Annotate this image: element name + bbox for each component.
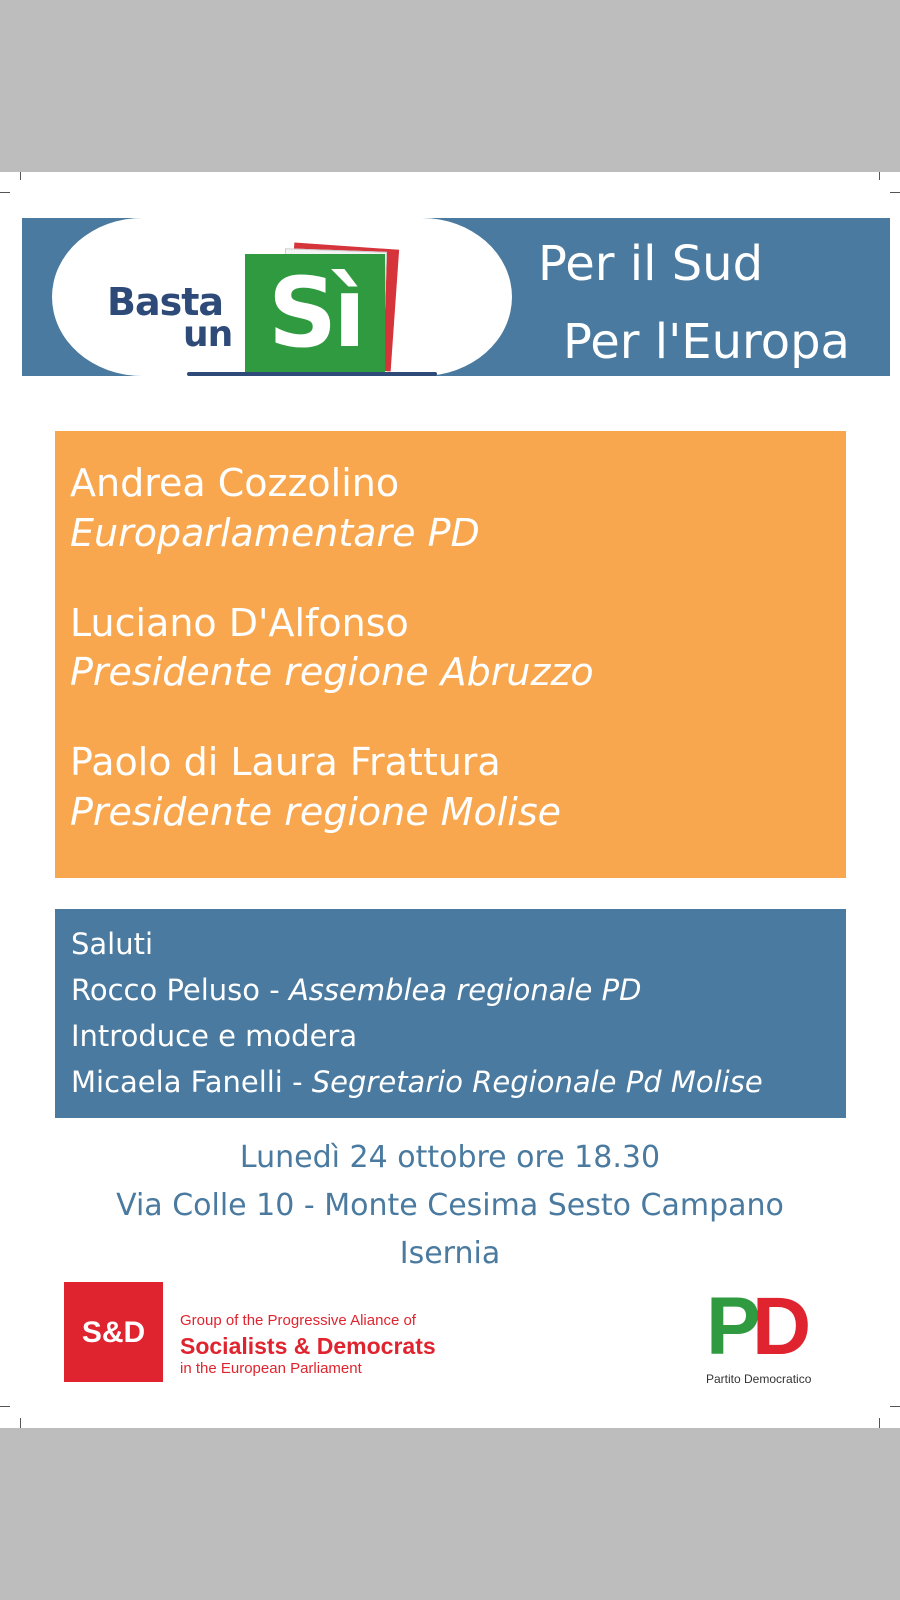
sd-logo-line2: Socialists & Democrats (180, 1333, 436, 1359)
pd-logo-caption: Partito Democratico (706, 1372, 812, 1386)
saluti-role: Assemblea regionale PD (288, 973, 642, 1007)
moderator-role: Segretario Regionale Pd Molise (311, 1065, 763, 1099)
sd-logo-mark (64, 1282, 163, 1382)
logo-si-box (245, 254, 385, 372)
sd-logo-line1: Group of the Progressive Aliance of (180, 1312, 416, 1329)
speaker-role: Presidente regione Molise (70, 790, 562, 834)
speaker-name: Paolo di Laura Frattura (70, 740, 501, 784)
event-city: Isernia (399, 1236, 501, 1271)
pd-logo-d: D (752, 1281, 812, 1372)
sd-logo-text: S&D (81, 1316, 146, 1349)
basta-un-si-logo (105, 232, 445, 372)
sd-logo-line3: in the European Parliament (180, 1360, 362, 1377)
moderator-line (71, 1065, 763, 1099)
speaker-name: Andrea Cozzolino (70, 461, 400, 505)
logo-un-text: un (183, 314, 233, 355)
crop-mark (20, 172, 21, 180)
crop-mark (0, 192, 10, 193)
moderator-name: Micaela Fanelli - (71, 1065, 312, 1099)
crop-mark (20, 1418, 21, 1428)
speaker-role: Europarlamentare PD (70, 511, 480, 555)
header-title-line2: Per l'Europa (563, 314, 850, 370)
event-address: Via Colle 10 - Monte Cesima Sesto Campano (116, 1188, 784, 1223)
moderator-label: Introduce e modera (71, 1019, 358, 1053)
crop-mark (879, 1418, 880, 1428)
event-date: Lunedì 24 ottobre ore 18.30 (239, 1140, 661, 1175)
poster (0, 172, 900, 1428)
saluti-label: Saluti (71, 927, 154, 961)
program-box (55, 909, 846, 1118)
crop-mark (890, 192, 900, 193)
crop-mark (879, 172, 880, 180)
speakers-box (55, 431, 846, 878)
logo-si-text: Sì (267, 257, 363, 369)
header-title-line1: Per il Sud (538, 236, 764, 292)
logo-basta-text: Basta (107, 280, 224, 324)
logo-baseline (187, 372, 437, 376)
pd-logo (706, 1281, 826, 1394)
speaker-name: Luciano D'Alfonso (70, 601, 409, 645)
saluti-name: Rocco Peluso - (71, 973, 289, 1007)
saluti-line (71, 973, 641, 1007)
crop-mark (890, 1406, 900, 1407)
crop-mark (0, 1406, 10, 1407)
speaker-role: Presidente regione Abruzzo (70, 650, 594, 694)
pd-logo-p: P (706, 1281, 761, 1372)
